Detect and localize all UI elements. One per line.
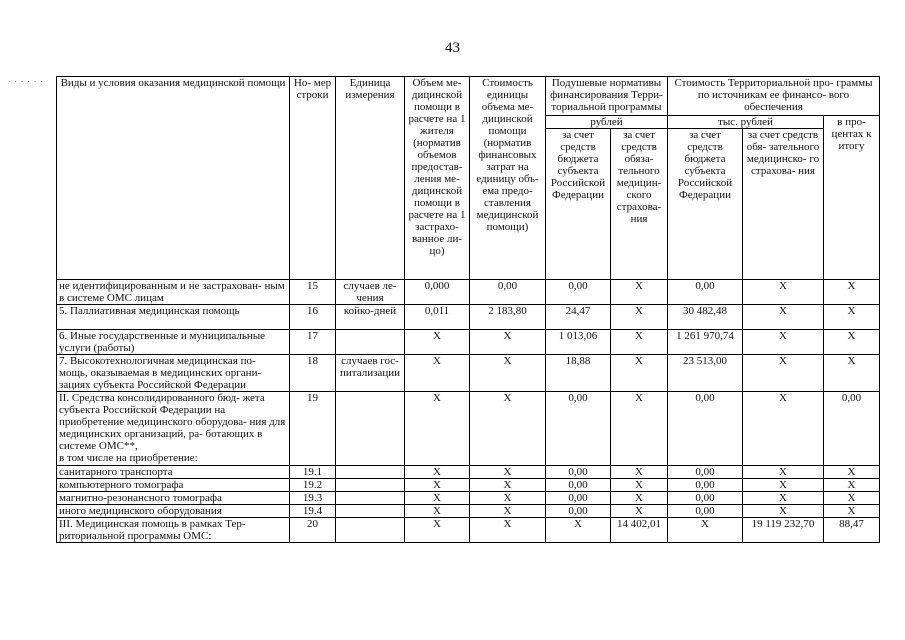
row-cost-text: Х: [503, 392, 512, 404]
row-tc-budget: [668, 466, 743, 479]
row-cost: [470, 355, 546, 392]
row-percent: [824, 305, 880, 330]
row-pc-oms-text: Х: [635, 392, 643, 404]
row-pc-budget: [546, 392, 611, 466]
row-cost-text: Х: [503, 518, 512, 530]
row-tc-oms-text: Х: [779, 479, 787, 491]
row-percent-text: Х: [847, 479, 856, 491]
row-percent-text: Х: [847, 330, 856, 342]
row-pc-oms: [611, 518, 668, 543]
row-volume: [405, 479, 470, 492]
row-volume: [405, 492, 470, 505]
row-pc-oms-text: Х: [635, 355, 643, 367]
row-name: [57, 505, 290, 518]
row-unit: [336, 392, 405, 466]
row-tc-oms: [743, 355, 824, 392]
row-number-text: 15: [307, 280, 318, 292]
row-pc-budget-text: 0,00: [568, 392, 588, 404]
row-percent-text: Х: [847, 305, 856, 317]
header-unit-thousand-rub: тыс. рублей: [668, 116, 824, 129]
row-tc-budget-text: 1 261 970,74: [676, 330, 734, 342]
page-number: 43: [445, 40, 460, 56]
row-number: [290, 355, 336, 392]
row-pc-oms: [611, 305, 668, 330]
row-tc-budget-text: 0,00: [695, 280, 715, 292]
table-row: [57, 492, 880, 505]
header-unit: Единица измерения: [336, 77, 405, 280]
row-tc-oms: [743, 330, 824, 355]
row-cost-text: Х: [503, 479, 512, 491]
row-volume-text: Х: [433, 392, 441, 404]
row-unit: [336, 479, 405, 492]
row-tc-budget: [668, 330, 743, 355]
row-pc-budget-text: 0,00: [568, 280, 588, 292]
row-cost: [470, 505, 546, 518]
table-row: [57, 392, 880, 466]
row-volume-text: Х: [433, 505, 441, 517]
row-pc-budget-text: Х: [574, 518, 582, 530]
row-name: [57, 479, 290, 492]
table-body: [57, 280, 880, 543]
row-unit-text: случаев гос- питализации: [340, 355, 400, 379]
row-name-text: иного медицинского оборудования: [59, 505, 222, 517]
row-percent: [824, 505, 880, 518]
row-unit: [336, 518, 405, 543]
row-name-text: санитарного транспорта: [59, 466, 173, 478]
header-volume: Объем ме- дицинской помощи в расчете на 1 жителя (норматив объемов предостав- ления ме- дицинской помощи в расчете на 1 застрахо- ванное ли- цо): [405, 77, 470, 280]
row-percent-text: 88,47: [839, 518, 864, 530]
row-pc-oms-text: Х: [635, 479, 643, 491]
row-name: [57, 305, 290, 330]
row-pc-budget-text: 18,88: [565, 355, 591, 367]
row-pc-oms-text: Х: [635, 280, 643, 292]
row-pc-oms: [611, 355, 668, 392]
row-cost-text: Х: [503, 492, 512, 504]
row-volume: [405, 505, 470, 518]
table-row: [57, 305, 880, 330]
row-volume-text: Х: [433, 492, 441, 504]
row-tc-budget: [668, 305, 743, 330]
row-volume-text: 0,000: [424, 280, 450, 292]
row-name: [57, 330, 290, 355]
row-number-text: 19.3: [302, 492, 323, 504]
row-name-extra: в том числе на приобретение:: [59, 452, 198, 464]
table-row: [57, 479, 880, 492]
header-pc-oms: за счет средств обяза- тельного медицин- ского страхова- ния: [611, 129, 668, 280]
row-pc-oms: [611, 466, 668, 479]
row-pc-budget: [546, 305, 611, 330]
row-volume-text: Х: [433, 518, 441, 530]
row-tc-budget: [668, 392, 743, 466]
row-cost: [470, 330, 546, 355]
row-volume: [405, 305, 470, 330]
margin-dots: . . . . . .: [8, 74, 44, 84]
row-name: [57, 355, 290, 392]
row-percent-text: Х: [847, 466, 856, 478]
row-pc-budget-text: 1 013,06: [558, 330, 598, 342]
row-pc-budget-text: 0,00: [568, 505, 588, 517]
row-pc-budget: [546, 479, 611, 492]
row-tc-oms: [743, 305, 824, 330]
header-tc-budget: за счет средств бюджета субъекта Российской Федерации: [668, 129, 743, 280]
row-pc-oms: [611, 492, 668, 505]
row-pc-budget: [546, 280, 611, 305]
header-kind: Виды и условия оказания медицинской помощи: [57, 77, 290, 280]
row-pc-oms-text: Х: [635, 305, 643, 317]
row-percent: [824, 518, 880, 543]
table-row: [57, 330, 880, 355]
row-tc-oms: [743, 280, 824, 305]
row-unit: [336, 466, 405, 479]
header-cost: Стоимость единицы объема ме- дицинской помощи (норматив финансовых затрат на единицу объ- ема предо- ставления медицинской помощи): [470, 77, 546, 280]
row-volume-text: Х: [433, 355, 441, 367]
row-tc-oms: [743, 392, 824, 466]
row-volume: [405, 466, 470, 479]
row-pc-oms: [611, 479, 668, 492]
row-pc-oms: [611, 330, 668, 355]
row-tc-oms-text: Х: [779, 305, 787, 317]
row-cost: [470, 392, 546, 466]
row-tc-oms: [743, 505, 824, 518]
row-tc-oms-text: Х: [779, 280, 787, 292]
row-tc-oms-text: Х: [779, 330, 787, 342]
row-percent: [824, 330, 880, 355]
row-unit-text: койко-дней: [343, 305, 397, 317]
header-unit-rub: рублей: [546, 116, 668, 129]
row-volume: [405, 518, 470, 543]
header-program-cost: Стоимость Территориальной про- граммы по источникам ее финансо- вого обеспечения: [668, 77, 880, 116]
row-number: [290, 492, 336, 505]
row-percent: [824, 466, 880, 479]
row-pc-oms: [611, 280, 668, 305]
row-pc-budget: [546, 518, 611, 543]
row-unit: [336, 330, 405, 355]
row-tc-budget-text: 0,00: [695, 466, 715, 478]
table-row: [57, 280, 880, 305]
row-cost-text: Х: [503, 466, 512, 478]
row-pc-budget-text: 0,00: [568, 466, 588, 478]
row-number: [290, 392, 336, 466]
row-pc-oms-text: Х: [635, 466, 643, 478]
row-tc-oms-text: Х: [779, 466, 787, 478]
row-number: [290, 518, 336, 543]
row-number: [290, 305, 336, 330]
row-pc-oms: [611, 392, 668, 466]
row-number: [290, 479, 336, 492]
row-pc-budget: [546, 492, 611, 505]
row-volume: [405, 355, 470, 392]
row-unit-text: случаев ле- чения: [343, 280, 397, 304]
row-pc-budget: [546, 466, 611, 479]
row-cost: [470, 492, 546, 505]
row-name-text: III. Медицинская помощь в рамках Тер- риториальной программы ОМС:: [59, 518, 246, 542]
row-cost: [470, 466, 546, 479]
row-tc-oms-text: Х: [779, 355, 787, 367]
row-cost: [470, 305, 546, 330]
row-pc-oms-text: Х: [635, 330, 643, 342]
row-name-text: не идентифицированным и не застрахован- ным в системе ОМС лицам: [59, 280, 285, 304]
row-name: [57, 492, 290, 505]
row-pc-budget-text: 0,00: [568, 479, 588, 491]
row-pc-budget: [546, 505, 611, 518]
row-tc-oms-text: 19 119 232,70: [751, 518, 815, 530]
row-name: [57, 280, 290, 305]
row-tc-budget: [668, 280, 743, 305]
row-number: [290, 505, 336, 518]
header-tc-oms: за счет средств обя- зательного медицинско- го страхова- ния: [743, 129, 824, 280]
row-tc-oms-text: Х: [779, 505, 787, 517]
row-tc-budget-text: 30 482,48: [683, 305, 727, 317]
row-pc-oms: [611, 505, 668, 518]
row-number: [290, 280, 336, 305]
row-cost-text: 0,00: [497, 280, 518, 292]
row-percent-text: 0,00: [841, 392, 862, 404]
row-pc-budget-text: 0,00: [568, 492, 588, 504]
row-volume-text: 0,011: [424, 305, 450, 317]
table-row: [57, 518, 880, 543]
row-tc-budget-text: 0,00: [695, 505, 715, 517]
row-percent-text: Х: [847, 280, 856, 292]
row-tc-budget: [668, 355, 743, 392]
header-pc-budget: за счет средств бюджета субъекта Российской Федерации: [546, 129, 611, 280]
row-pc-budget-text: 24,47: [565, 305, 591, 317]
row-cost-text: Х: [503, 355, 512, 367]
row-volume-text: Х: [433, 466, 441, 478]
header-per-capita: Подушевые нормативы финансирования Терри- ториальной программы: [546, 77, 668, 116]
row-percent: [824, 355, 880, 392]
row-volume: [405, 280, 470, 305]
row-volume-text: Х: [433, 479, 441, 491]
row-unit: [336, 280, 405, 305]
row-name-text: 6. Иные государственные и муниципальные услуги (работы): [59, 330, 266, 354]
row-tc-budget: [668, 505, 743, 518]
row-pc-budget: [546, 330, 611, 355]
row-unit: [336, 492, 405, 505]
row-cost: [470, 479, 546, 492]
row-name-text: магнитно-резонансного томографа: [59, 492, 222, 504]
row-tc-oms: [743, 466, 824, 479]
header-percent: в про- центах к итогу: [824, 116, 880, 280]
row-tc-oms-text: Х: [779, 492, 787, 504]
row-percent-text: Х: [847, 355, 856, 367]
row-tc-budget-text: Х: [701, 518, 709, 530]
row-pc-budget: [546, 355, 611, 392]
row-tc-oms: [743, 518, 824, 543]
row-tc-oms: [743, 492, 824, 505]
row-percent: [824, 492, 880, 505]
row-tc-budget: [668, 479, 743, 492]
row-name: [57, 466, 290, 479]
row-number-text: 19.1: [302, 466, 323, 478]
row-tc-oms: [743, 479, 824, 492]
row-volume: [405, 392, 470, 466]
row-percent-text: Х: [847, 505, 856, 517]
row-number-text: 19: [307, 392, 318, 404]
row-pc-oms-text: Х: [635, 505, 643, 517]
row-tc-budget-text: 23 513,00: [683, 355, 727, 367]
row-unit: [336, 505, 405, 518]
row-name-text: 7. Высокотехнологичная медицинская по- мощь, оказываемая в медицинских органи- зациях субъекта Российской Федерации: [59, 355, 262, 391]
row-name: [57, 392, 290, 466]
row-number-text: 17: [307, 330, 318, 342]
row-number: [290, 466, 336, 479]
row-number-text: 20: [307, 518, 318, 530]
row-percent: [824, 280, 880, 305]
row-percent-text: Х: [847, 492, 856, 504]
row-tc-budget: [668, 518, 743, 543]
financing-table: [56, 76, 880, 543]
row-tc-budget-text: 0,00: [695, 479, 715, 491]
row-percent: [824, 479, 880, 492]
row-number-text: 18: [307, 355, 318, 367]
row-tc-oms-text: Х: [779, 392, 787, 404]
table-row: [57, 355, 880, 392]
row-tc-budget: [668, 492, 743, 505]
row-name: [57, 518, 290, 543]
row-tc-budget-text: 0,00: [695, 392, 715, 404]
row-cost-text: Х: [503, 505, 512, 517]
row-number-text: 19.2: [302, 479, 323, 491]
row-number-text: 16: [307, 305, 318, 317]
table-row: [57, 505, 880, 518]
row-name-text: 5. Паллиативная медицинская помощь: [59, 305, 240, 317]
row-unit: [336, 355, 405, 392]
row-cost: [470, 280, 546, 305]
row-volume: [405, 330, 470, 355]
row-percent: [824, 392, 880, 466]
table-row: [57, 466, 880, 479]
row-volume-text: Х: [433, 330, 441, 342]
row-name-text: компьютерного томографа: [59, 479, 184, 491]
row-number: [290, 330, 336, 355]
header-row-no: Но- мер строки: [290, 77, 336, 280]
row-cost: [470, 518, 546, 543]
row-tc-budget-text: 0,00: [695, 492, 715, 504]
row-number-text: 19.4: [302, 505, 323, 517]
row-cost-text: 2 183,80: [488, 305, 527, 317]
row-unit: [336, 305, 405, 330]
row-cost-text: Х: [503, 330, 512, 342]
row-name-text: II. Средства консолидированного бюд- жета субъекта Российской Федерации на приобретение медицинского оборудова- ния для медицинских организаций, ра- ботающих в системе ОМС**,: [59, 392, 286, 452]
row-pc-oms-text: Х: [635, 492, 643, 504]
row-pc-oms-text: 14 402,01: [617, 518, 661, 530]
